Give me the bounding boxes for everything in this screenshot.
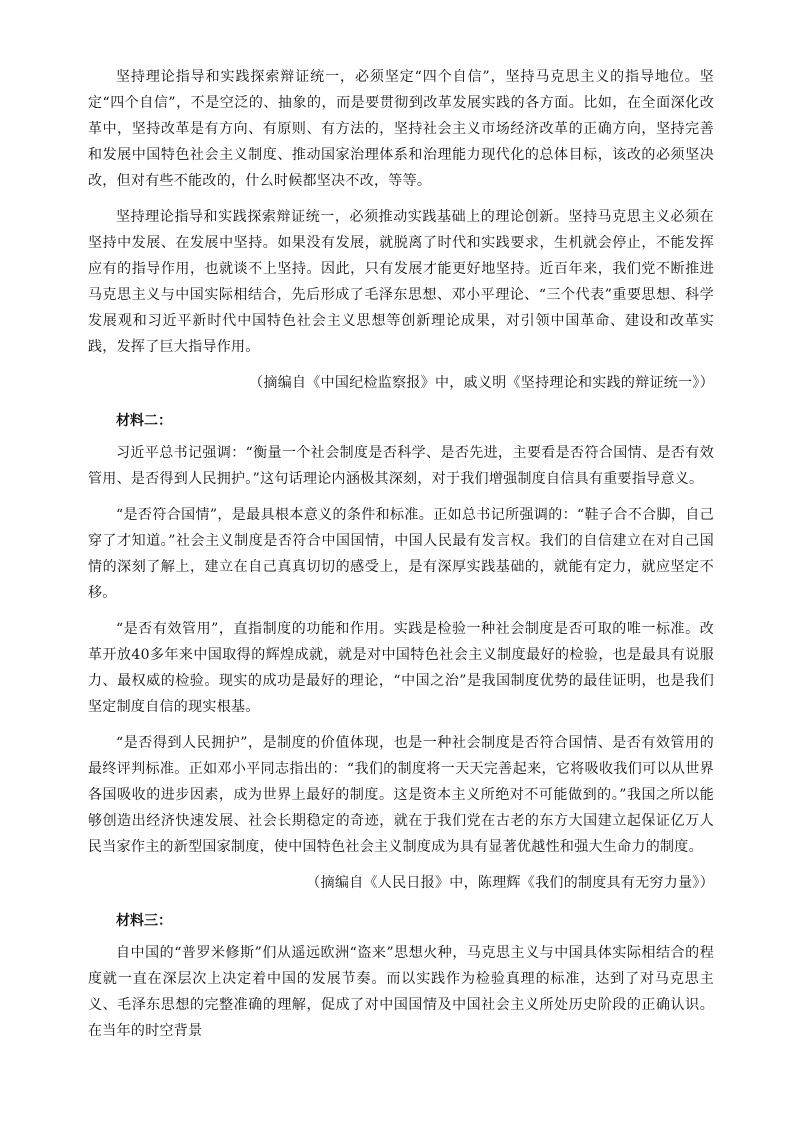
paragraph: 自中国的“普罗米修斯”们从遥远欧洲“盗来”思想火种，马克思主义与中国具体实际相结合的程度就一直在深层次上决定着中国的发展节奏。而以实践作为检验真理的标准，达到了对马克思主义、毛泽东思想的完整准确的理解，促成了对中国国情及中国社会主义所处历史阶段的正确认识。在当年的时空背景 — [88, 945, 714, 1039]
paragraph: “是否有效管用”，直指制度的功能和作用。实践是检验一种社会制度是否可取的唯一标准。改革开放40多年来中国取得的辉煌成就，就是对中国特色社会主义制度最好的检验，也是最具有说服力、最权威的检验。现实的成功是最好的理论，“中国之治”是我国制度优势的最佳证明，也是我们坚定制度自信的现实根基。 — [88, 621, 714, 715]
paragraph: “是否得到人民拥护”，是制度的价值体现，也是一种社会制度是否符合国情、是否有效管用的最终评判标准。正如邓小平同志指出的：“我们的制度将一天天完善起来，它将吸收我们可以从世界各国吸收的进步因素，成为世界上最好的制度。这是资本主义所绝对不可能做到的。”我国之所以能够创造出经济快速发展、社会长期稳定的奇迹，就在于我们党在古老的东方大国建立起保证亿万人民当家作主的新型国家制度，使中国特色社会主义制度成为具有显著优越性和强大生命力的制度。 — [88, 735, 714, 855]
paragraph: “是否符合国情”，是最具根本意义的条件和标准。正如总书记所强调的：“鞋子合不合脚，自己穿了才知道。”社会主义制度是否符合中国国情，中国人民最有发言权。我们的自信建立在对自己国情的深刻了解上，建立在自己真真切切的感受上，是有深厚实践基础的，就能有定力，就应坚定不移。 — [88, 507, 714, 601]
paragraph: 坚持理论指导和实践探索辩证统一，必须推动实践基础上的理论创新。坚持马克思主义必须在坚持中发展、在发展中坚持。如果没有发展，就脱离了时代和实践要求，生机就会停止，不能发挥应有的指导作用，也就谈不上坚持。因此，只有发展才能更好地坚持。近百年来，我们党不断推进马克思主义与中国实际相结合，先后形成了毛泽东思想、邓小平理论、“三个代表”重要思想、科学发展观和习近平新时代中国特色社会主义思想等创新理论成果，对引领中国革命、建设和改革实践，发挥了巨大指导作用。 — [88, 209, 714, 355]
source-citation: （摘编自《中国纪检监察报》中，戚义明《坚持理论和实践的辩证统一》） — [249, 375, 714, 391]
section-heading: 材料三： — [116, 913, 172, 929]
paragraph: 习近平总书记强调：“衡量一个社会制度是否科学、是否先进，主要看是否符合国情、是否有效管用、是否得到人民拥护。”这句话理论内涵极其深刻，对于我们增强制度自信具有重要指导意义。 — [88, 445, 714, 487]
paragraph: 坚持理论指导和实践探索辩证统一，必须坚定“四个自信”，坚持马克思主义的指导地位。坚定“四个自信”，不是空泛的、抽象的，而是要贯彻到改革发展实践的各方面。比如，在全面深化改革中，坚持改革是有方向、有原则、有方法的，坚持社会主义市场经济改革的正确方向，坚持完善和发展中国特色社会主义制度、推动国家治理体系和治理能力现代化的总体目标，该改的必须坚决改，但对有些不能改的，什么时候都坚决不改，等等。 — [88, 69, 714, 189]
section-heading: 材料二： — [116, 413, 172, 429]
document-body — [88, 64, 714, 1054]
source-citation: （摘编自《人民日报》中，陈理辉《我们的制度具有无穷力量》） — [306, 875, 714, 891]
